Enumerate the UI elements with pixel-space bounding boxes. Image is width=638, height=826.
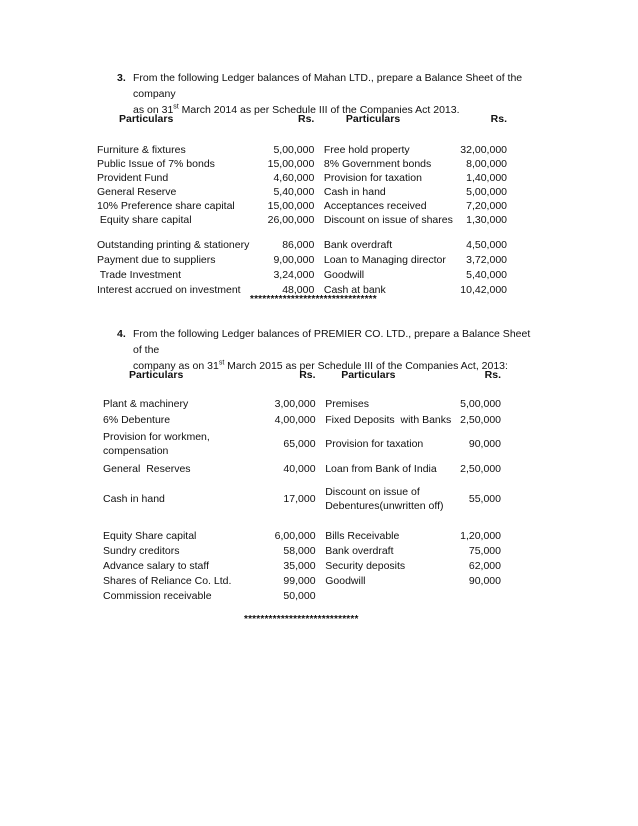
table-row: Furniture & fixtures 5,00,000 Free hold property 32,00,000 xyxy=(97,144,507,156)
table-row: Outstanding printing & stationery 86,000 Bank overdraft 4,50,000 xyxy=(97,238,507,251)
separator-stars-q3: ******************************* xyxy=(250,294,377,305)
table-row: Public Issue of 7% bonds 15,00,000 8% Government bonds 8,00,000 xyxy=(97,158,507,170)
table-row: General Reserve 5,40,000 Cash in hand 5,00,000 xyxy=(97,186,507,198)
table-row: 10% Preference share capital 15,00,000 Acceptances received 7,20,000 xyxy=(97,200,507,212)
table-row: Equity Share capital 6,00,000 Bills Receivable 1,20,000 xyxy=(103,529,501,542)
question-number: 3. xyxy=(117,72,126,84)
table-row: Equity share capital 26,00,000 Discount on issue of shares 1,30,000 xyxy=(97,214,507,226)
header-particulars-right: Particulars xyxy=(345,113,401,125)
question-number: 4. xyxy=(117,328,126,340)
question-text: From the following Ledger balances of Mahan LTD., prepare a Balance Sheet of the company as on 31st March 2014 as per Schedule III of the Companies Act 2013. xyxy=(133,72,523,116)
header-rs-left: Rs. xyxy=(297,113,315,125)
table-row: 6% Debenture 4,00,000 Fixed Deposits with Banks 2,50,000 xyxy=(103,414,501,426)
table-row: General Reserves 40,000 Loan from Bank of India 2,50,000 xyxy=(103,463,501,475)
ledger-table-q4 xyxy=(103,366,501,603)
table-row: Provident Fund 4,60,000 Provision for taxation 1,40,000 xyxy=(97,172,507,184)
header-rs-right: Rs. xyxy=(484,369,501,381)
separator-stars-q4: **************************** xyxy=(244,614,359,625)
ledger-table-q3 xyxy=(97,110,507,297)
header-particulars-right: Particulars xyxy=(341,369,396,381)
header-rs-right: Rs. xyxy=(490,113,507,125)
header-rs-left: Rs. xyxy=(299,369,316,381)
table-row: Shares of Reliance Co. Ltd. 99,000 Goodwill 90,000 xyxy=(103,574,501,587)
table-row: Payment due to suppliers 9,00,000 Loan to Managing director 3,72,000 xyxy=(97,253,507,266)
table-row: Advance salary to staff 35,000 Security deposits 62,000 xyxy=(103,559,501,572)
table-row: Cash in hand 17,000 Discount on issue of Debentures(unwritten off) 55,000 xyxy=(103,486,501,512)
table-row: Trade Investment 3,24,000 Goodwill 5,40,000 xyxy=(97,268,507,281)
table-row: Provision for workmen, compensation 65,000 Provision for taxation 90,000 xyxy=(103,431,501,457)
table-row: Interest accrued on investment 48,000 Cash at bank 10,42,000 xyxy=(97,283,507,296)
table-row: Sundry creditors 58,000 Bank overdraft 75,000 xyxy=(103,544,501,557)
table-row: Plant & machinery 3,00,000 Premises 5,00,000 xyxy=(103,398,501,410)
question-text: From the following Ledger balances of PREMIER CO. LTD., prepare a Balance Sheet of the company as on 31st March 2015 as per Schedule III of the Companies Act, 2013: xyxy=(133,328,531,372)
header-particulars-left: Particulars xyxy=(119,113,174,125)
table-row: Commission receivable 50,000 xyxy=(103,589,316,602)
header-particulars-left: Particulars xyxy=(129,369,184,381)
